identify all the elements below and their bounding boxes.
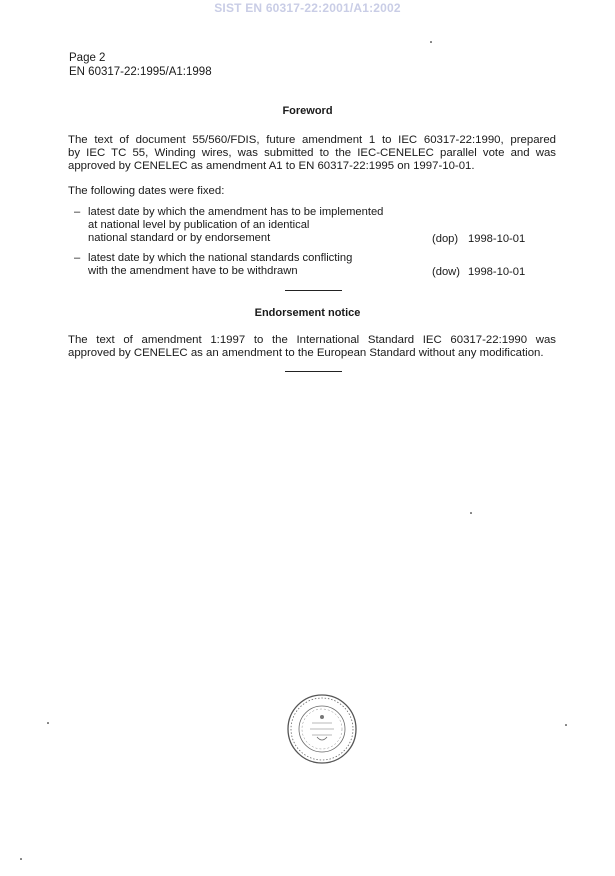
date-item-line: latest date by which the amendment has to be implemented (88, 206, 384, 218)
paragraph-line: approved by CENELEC as an amendment to the European Standard without any modification. (68, 347, 544, 359)
foreword-paragraph (68, 134, 556, 173)
page-header (69, 51, 212, 79)
date-item-dop (74, 206, 539, 245)
section-divider (285, 290, 342, 291)
scan-speck (47, 722, 49, 724)
section-divider (285, 371, 342, 372)
date-item-dow (74, 252, 539, 278)
dates-intro (68, 185, 556, 198)
watermark-text: SIST EN 60317-22:2001/A1:2002 (214, 1, 401, 15)
scan-speck (430, 41, 432, 43)
paragraph-line: The text of document 55/560/FDIS, future amendment 1 to IEC 60317-22:1990, prepared (68, 134, 556, 146)
date-value: 1998-10-01 (468, 233, 526, 245)
date-item-line: at national level by publication of an identical (88, 219, 310, 231)
list-dash: – (74, 206, 81, 218)
endorsement-paragraph (68, 334, 556, 360)
page-number: Page 2 (69, 52, 106, 64)
paragraph-line: The text of amendment 1:1997 to the International Standard IEC 60317-22:1990 was (68, 334, 556, 346)
date-item-line: with the amendment have to be withdrawn (88, 265, 298, 277)
date-item-line: latest date by which the national standards conflicting (88, 252, 353, 264)
date-item-description (88, 252, 352, 278)
endorsement-heading: Endorsement notice (254, 307, 361, 319)
date-item-description (88, 206, 383, 245)
scan-speck (565, 724, 567, 726)
document-id: EN 60317-22:1995/A1:1998 (69, 66, 212, 78)
date-code: (dop) (432, 233, 459, 245)
foreword-heading: Foreword (282, 105, 333, 117)
date-code: (dow) (432, 266, 460, 278)
scan-speck (20, 858, 22, 860)
list-dash: – (74, 252, 81, 264)
paragraph-line: The following dates were fixed: (68, 185, 225, 197)
paragraph-line: approved by CENELEC as amendment A1 to EN 60317-22:1995 on 1997-10-01. (68, 160, 475, 172)
paragraph-line: by IEC TC 55, Winding wires, was submitted to the IEC-CENELEC parallel vote and was (68, 147, 556, 159)
date-item-line: national standard or by endorsement (88, 232, 271, 244)
scan-speck (470, 512, 472, 514)
official-seal-stamp (286, 693, 358, 765)
date-value: 1998-10-01 (468, 266, 526, 278)
